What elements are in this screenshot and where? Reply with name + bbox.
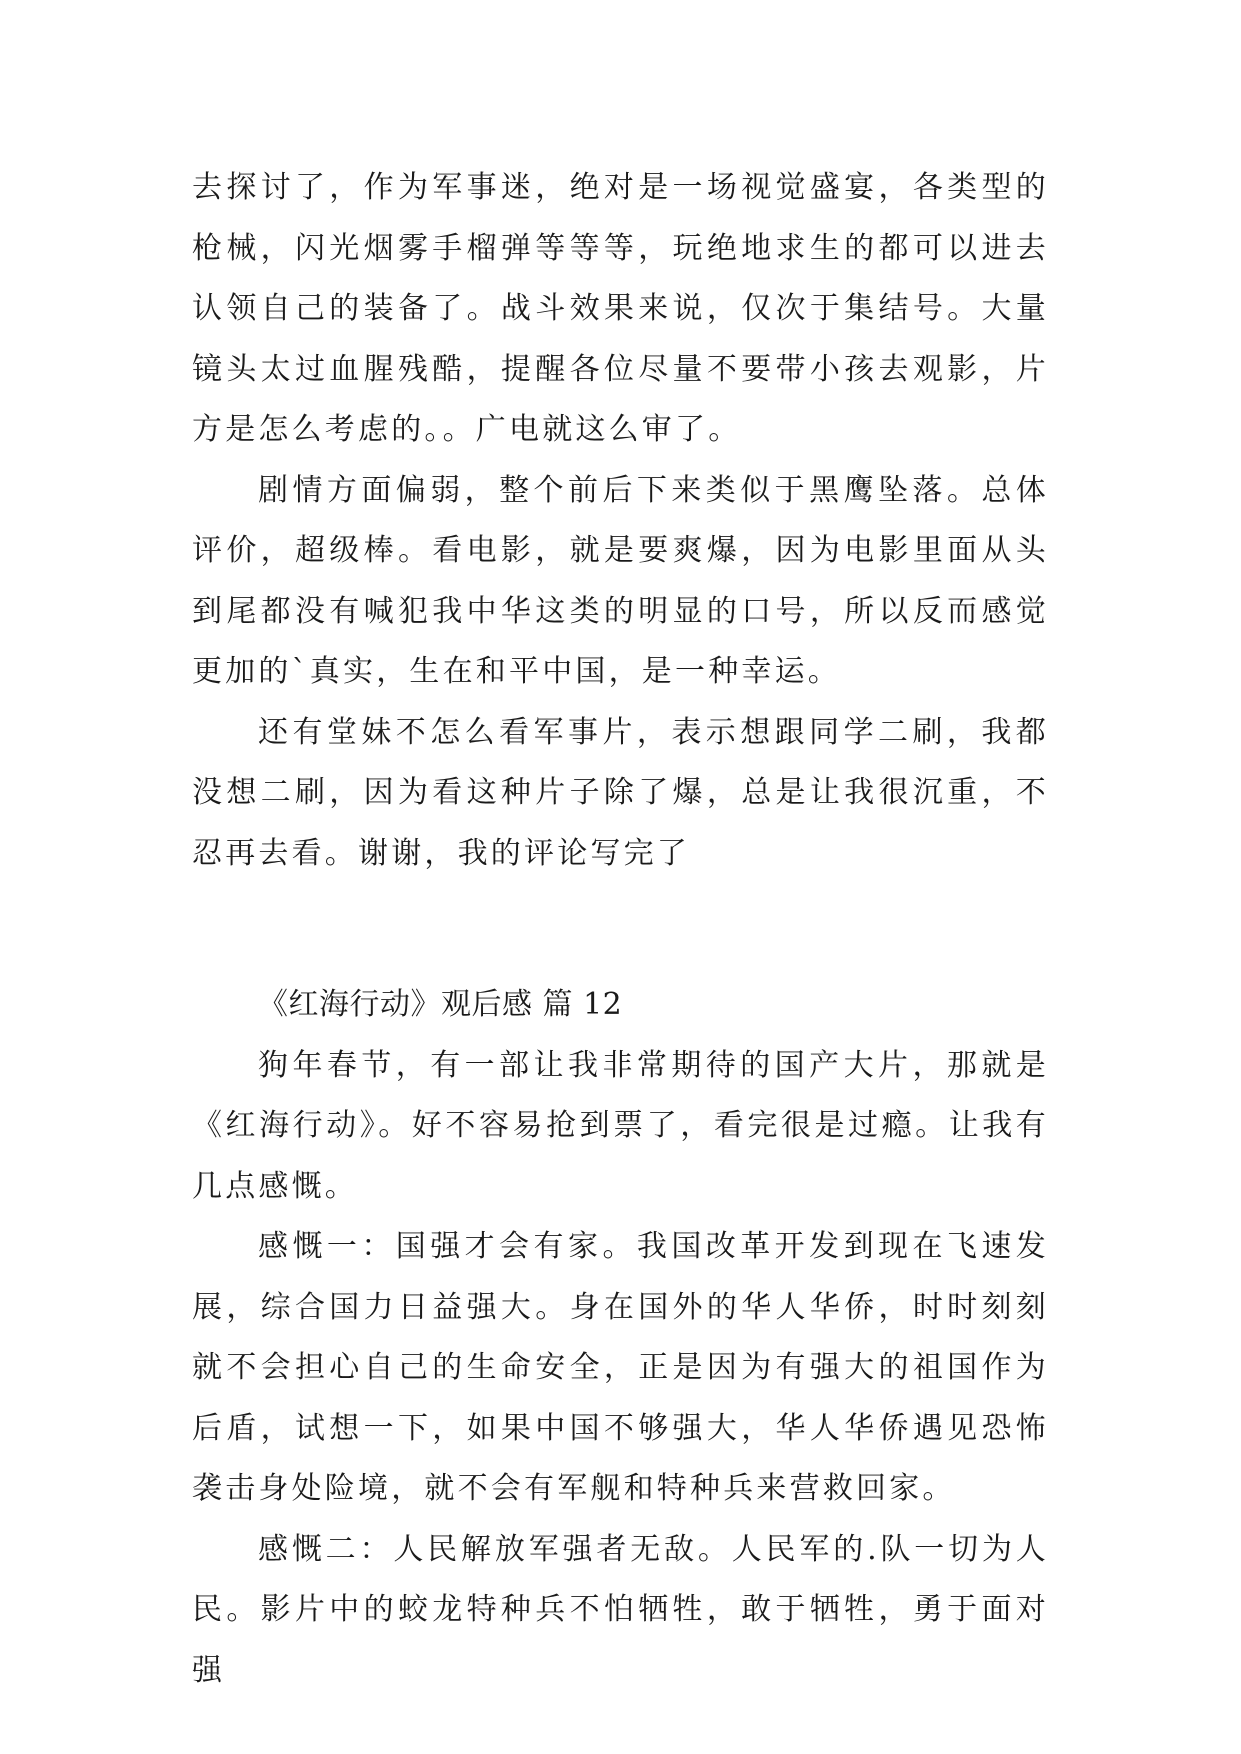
document-body bbox=[192, 158, 1049, 1701]
paragraph-3: 还有堂妹不怎么看军事片，表示想跟同学二刷，我都没想二刷，因为看这种片子除了爆，总是让我很沉重，不忍再去看。谢谢，我的评论写完了 bbox=[192, 714, 1049, 871]
paragraph-2: 剧情方面偏弱，整个前后下来类似于黑鹰坠落。总体评价，超级棒。看电影，就是要爽爆，因为电影里面从头到尾都没有喊犯我中华这类的明显的口号，所以反而感觉更加的`真实，生在和平中国，是一种幸运。 bbox=[192, 472, 1049, 689]
section-spacer bbox=[192, 884, 1049, 975]
paragraph-1: 去探讨了，作为军事迷，绝对是一场视觉盛宴，各类型的枪械，闪光烟雾手榴弹等等等，玩绝地求生的都可以进去认领自己的装备了。战斗效果来说，仅次于集结号。大量镜头太过血腥残酷，提醒各位尽量不要带小孩去观影，片方是怎么考虑的。。广电就这么审了。 bbox=[192, 170, 1049, 447]
paragraph-4: 狗年春节，有一部让我非常期待的国产大片，那就是《红海行动》。好不容易抢到票了，看完很是过瘾。让我有几点感慨。 bbox=[192, 1047, 1049, 1204]
paragraph-6: 感慨二：人民解放军强者无敌。人民军的.队一切为人民。影片中的蛟龙特种兵不怕牺牲，敢于牺牲，勇于面对强 bbox=[192, 1531, 1049, 1688]
paragraph-5: 感慨一：国强才会有家。我国改革开发到现在飞速发展，综合国力日益强大。身在国外的华人华侨，时时刻刻就不会担心自己的生命安全，正是因为有强大的祖国作为后盾，试想一下，如果中国不够强大，华人华侨遇见恐怖袭击身处险境，就不会有军舰和特种兵来营救回家。 bbox=[192, 1229, 1049, 1506]
section-heading: 《红海行动》观后感 篇 12 bbox=[258, 987, 623, 1022]
